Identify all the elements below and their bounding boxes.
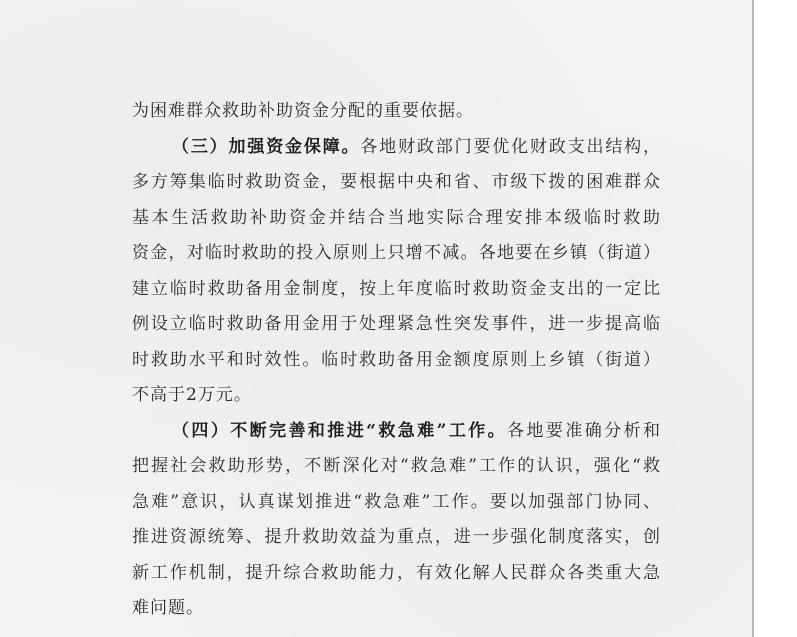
paragraph-2-line-7: 时救助水平和时效性。临时救助备用金额度原则上乡镇（街道） <box>132 349 660 370</box>
paragraph-3-line-5: 新工作机制，提升综合救助能力，有效化解人民群众各类重大急 <box>132 562 660 583</box>
paragraph-3-line-3: 急难”意识，认真谋划推进“救急难”工作。要以加强部门协同、 <box>132 491 660 512</box>
paragraph-2-line-4: 资金，对临时救助的投入原则上只增不减。各地要在乡镇（街道） <box>132 243 660 263</box>
section-heading-4: （四）不断完善和推进“救急难”工作。 <box>172 420 508 441</box>
page-margin-strip <box>754 0 797 637</box>
paragraph-3-line-2: 把握社会救助形势，不断深化对“救急难”工作的认识，强化“救 <box>132 456 660 476</box>
paragraph-2-line-6: 例设立临时救助备用金用于处理紧急性突发事件，进一步提高临 <box>132 314 660 334</box>
paragraph-2-line-3: 基本生活救助补助资金并结合当地实际合理安排本级临时救助 <box>132 207 660 228</box>
document-body <box>132 94 660 627</box>
paragraph-3-line-6: 难问题。 <box>132 598 204 618</box>
paragraph-3-line-4: 推进资源统筹、提升救助效益为重点，进一步强化制度落实，创 <box>132 527 660 547</box>
paragraph-3-line-1: （四）不断完善和推进“救急难”工作。各地要准确分析和 <box>172 420 661 441</box>
section-heading-3: （三）加强资金保障。 <box>172 136 361 157</box>
paragraph-2-line-8: 不高于2万元。 <box>132 385 252 405</box>
paragraph-1-line-1: 为困难群众救助补助资金分配的重要依据。 <box>132 101 474 121</box>
paragraph-2-line-1: （三）加强资金保障。各地财政部门要优化财政支出结构， <box>172 136 661 157</box>
paragraph-2-line-2: 多方筹集临时救助资金，要根据中央和省、市级下拨的困难群众 <box>132 172 660 192</box>
paragraph-2-line-5: 建立临时救助备用金制度，按上年度临时救助资金支出的一定比 <box>132 278 660 299</box>
